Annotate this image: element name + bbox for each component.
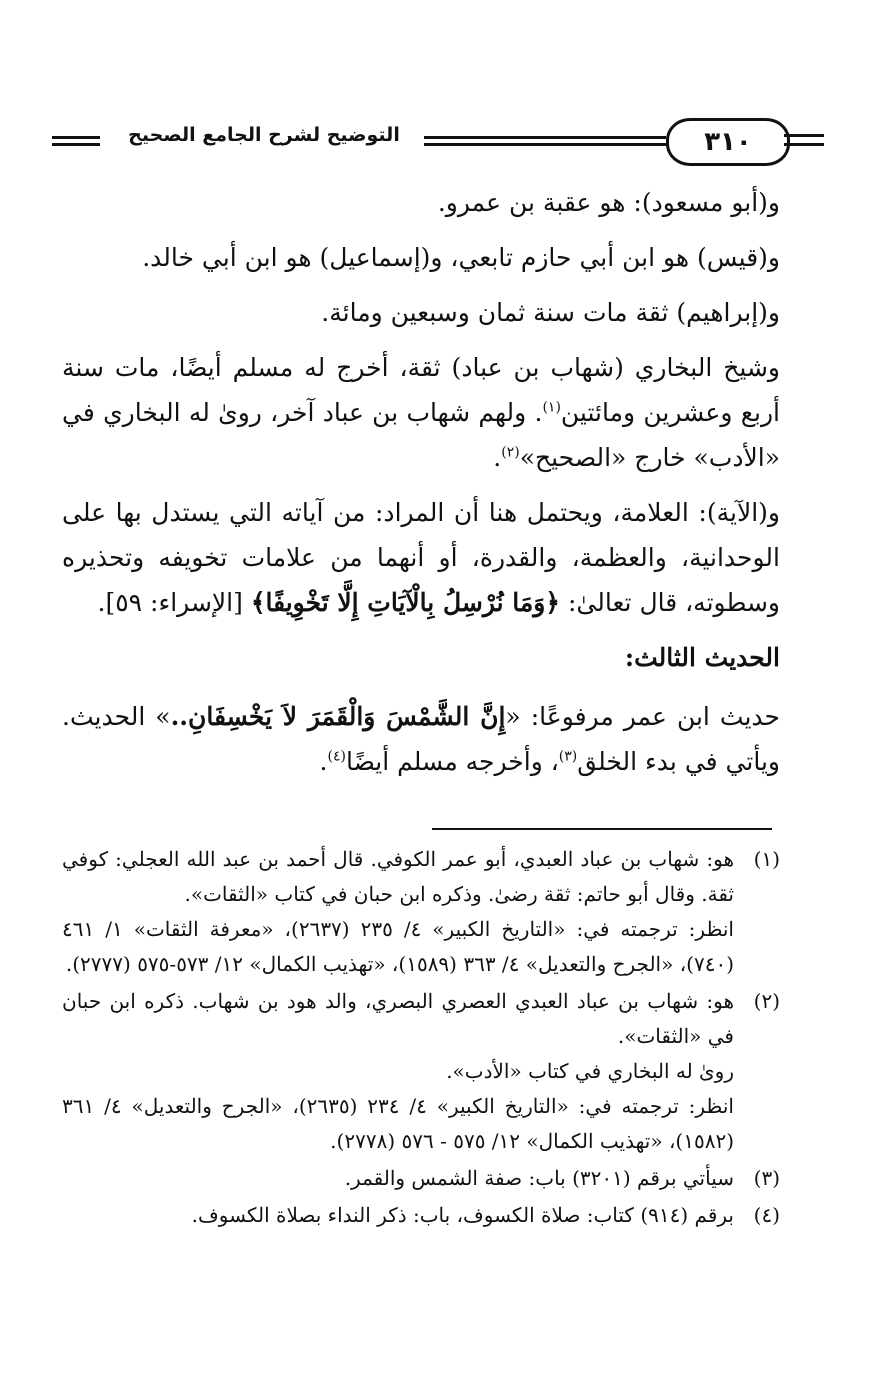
verse-citation: [الإسراء: ٥٩]. (97, 588, 251, 617)
footnote-line: انظر: ترجمته في: «التاريخ الكبير» ٤/ ٢٣٥ (٢٦٣٧)، «معرفة الثقات» ١/ ٤٦١ (٧٤٠)، «الجرح والتعديل» ٤/ ٣٦٣ (١٥٨٩)، «تهذيب الكمال» ١٢/ ٥٧٣-٥٧٥ (٢٧٧٧). (62, 917, 734, 976)
header-rule-right (784, 134, 824, 146)
footnote (62, 984, 780, 1159)
footnote-line: سيأتي برقم (٣٢٠١) باب: صفة الشمس والقمر. (344, 1166, 734, 1190)
page-header (52, 118, 792, 168)
paragraph (62, 490, 780, 625)
paragraph-text: و(إبراهيم) ثقة مات سنة ثمان وسبعين ومائة. (321, 298, 780, 327)
paragraph-text: » الحديث. ويأتي في بدء الخلق (62, 702, 780, 776)
footnote-separator (432, 828, 772, 830)
header-rule-middle (424, 136, 666, 146)
paragraph-text: . ولهم شهاب بن عباد آخر، روىٰ له البخاري في «الأدب» خارج «الصحيح» (62, 398, 780, 472)
footnote-line: روىٰ له البخاري في كتاب «الأدب». (446, 1059, 734, 1083)
footnote-ref[interactable]: (٢) (501, 444, 520, 461)
footnote-text (62, 1198, 734, 1233)
paragraph (62, 180, 780, 225)
header-rule-left (52, 136, 100, 146)
paragraph-text: حديث ابن عمر مرفوعًا: « (505, 702, 780, 731)
footnote-line: هو: شهاب بن عباد العبدي العصري البصري، والد هود بن شهاب. ذكره ابن حبان في «الثقات». (62, 989, 734, 1048)
footnote-ref[interactable]: (١) (542, 399, 561, 416)
quran-verse: ﴿وَمَا نُرْسِلُ بِالْآيَاتِ إِلَّا تَخْوِيفًا﴾ (250, 588, 561, 617)
footnote-text (62, 1161, 734, 1196)
footnote-text (62, 842, 734, 982)
page-number: ٣١٠ (666, 118, 790, 166)
paragraph-text: و(الآية): العلامة، ويحتمل هنا أن المراد: من آياته التي يستدل بها على الوحدانية، والعظمة، والقدرة، أو أنهما من علامات تخويفه وتحذيره وسطوته، قال تعالىٰ: (62, 498, 780, 617)
paragraph-text: وشيخ البخاري (شهاب بن عباد) ثقة، أخرج له مسلم أيضًا، مات سنة أربع وعشرين ومائتين (62, 353, 780, 427)
footnote-number: (١) (753, 847, 780, 871)
paragraph-text: ، وأخرجه مسلم أيضًا (345, 747, 559, 776)
footnote-text (62, 984, 734, 1159)
footnote (62, 1198, 780, 1233)
hadith-text: إِنَّ الشَّمْسَ وَالْقَمَرَ لاَ يَخْسِفَانِ.. (170, 702, 506, 731)
paragraph (62, 694, 780, 784)
footnote-number: (٢) (753, 989, 780, 1013)
paragraph (62, 345, 780, 480)
paragraph-text: و(قيس) هو ابن أبي حازم تابعي، و(إسماعيل) هو ابن أبي خالد. (142, 243, 780, 272)
footnote-ref[interactable]: (٤) (327, 748, 346, 765)
running-title: التوضيح لشرح الجامع الصحيح (128, 124, 400, 146)
paragraph-text: و(أبو مسعود): هو عقبة بن عمرو. (437, 188, 780, 217)
paragraph (62, 290, 780, 335)
footnote-number: (٤) (753, 1203, 780, 1227)
footnote (62, 1161, 780, 1196)
footnotes (62, 842, 780, 1235)
main-text (62, 180, 780, 794)
footnote (62, 842, 780, 982)
footnote-ref[interactable]: (٣) (558, 748, 578, 765)
footnote-line: انظر: ترجمته في: «التاريخ الكبير» ٤/ ٢٣٤ (٢٦٣٥)، «الجرح والتعديل» ٤/ ٣٦١ (١٥٨٢)، «تهذيب الكمال» ١٢/ ٥٧٥ - ٥٧٦ (٢٧٧٨). (62, 1094, 734, 1153)
paragraph (62, 235, 780, 280)
paragraph-text: . (493, 443, 502, 472)
footnote-number: (٣) (753, 1166, 780, 1190)
paragraph-text: . (319, 747, 328, 776)
footnote-line: برقم (٩١٤) كتاب: صلاة الكسوف، باب: ذكر النداء بصلاة الكسوف. (191, 1203, 734, 1227)
section-heading: الحديث الثالث: (624, 643, 780, 672)
footnote-line: هو: شهاب بن عباد العبدي، أبو عمر الكوفي. قال أحمد بن عبد الله العجلي: كوفي ثقة. وقال أبو حاتم: ثقة رضىٰ. وذكره ابن حبان في كتاب «الثقات». (62, 847, 735, 906)
